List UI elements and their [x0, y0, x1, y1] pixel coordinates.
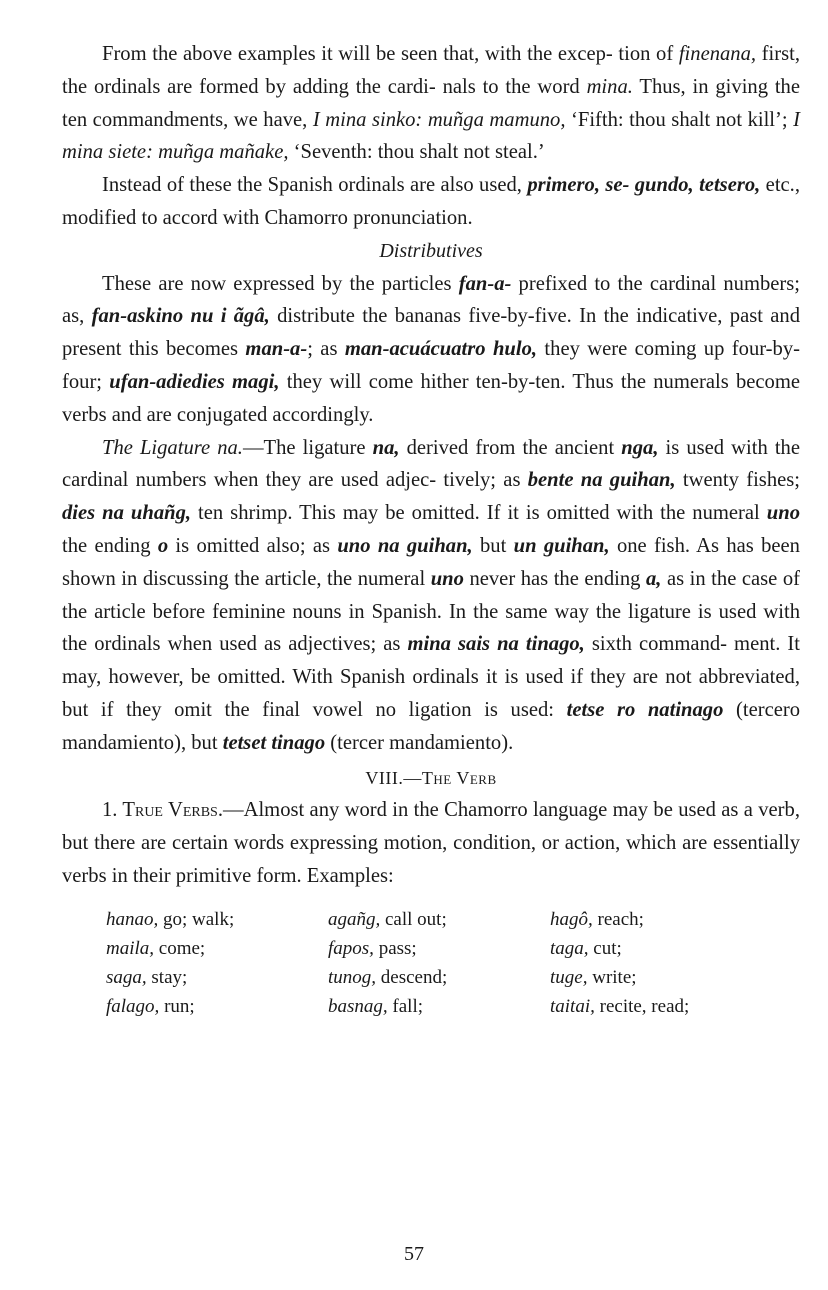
verb-word: hanao, — [106, 908, 159, 930]
text: Thus, in giving the ten commandments, we have, — [62, 75, 800, 131]
example-seventh: I mina siete: muñga mañake, — [62, 108, 800, 164]
example-mina-sais: mina sais na tinago, — [407, 633, 585, 656]
list-item — [550, 992, 772, 1021]
verb-gloss: stay; — [146, 966, 188, 988]
example-man-acuacuatro: man-acuácuatro hulo, — [344, 338, 538, 361]
text: Instead of these the Spanish ordinals are also used, — [102, 174, 528, 197]
list-item — [550, 905, 772, 934]
text: derived from the ancient — [399, 436, 622, 459]
term-mina: mina. — [586, 75, 633, 98]
text: twenty fishes; — [675, 469, 800, 492]
verb-gloss: go; walk; — [158, 908, 235, 930]
text: sixth command- ment. It may, however, be omitted. With Spanish ordinals it is used if they are not abbreviated, but if they omit the final vowel no ligation is used: — [62, 633, 800, 721]
text: etc., modified to accord with Chamorro pronunciation. — [62, 174, 800, 229]
term-fan-a: fan-a- — [458, 272, 512, 295]
verb-gloss: reach; — [592, 908, 644, 930]
paragraph-true-verbs — [62, 794, 800, 892]
paragraph-ordinals — [62, 38, 800, 169]
text: prefixed to the cardinal numbers; as, — [62, 272, 800, 328]
text: as in the case of the article before feminine nouns in Spanish. In the same way the ligature is used with the ordinals when used as adjectives; as — [62, 567, 800, 656]
verb-word: taitai, — [550, 995, 595, 1017]
verb-gloss: call out; — [380, 908, 447, 930]
page-body — [62, 38, 800, 1021]
text: ; as — [307, 338, 345, 361]
verb-word: fapos, — [328, 937, 374, 959]
example-un-guihan: un guihan, — [513, 534, 610, 557]
verb-examples-list — [106, 905, 806, 1021]
subheading-distributives: Distributives — [379, 239, 483, 262]
text: The ligature — [263, 436, 373, 459]
verb-word: tunog, — [328, 966, 377, 988]
example-tetse-ro: tetse ro natinago — [566, 698, 724, 721]
paragraph-distributives — [62, 268, 800, 432]
run-in-title-true-verbs: 1. True Verbs. — [102, 799, 223, 822]
list-item — [328, 963, 550, 992]
term-finenana: finenana, — [678, 43, 757, 65]
text: they will come hither ten-by-ten. Thus the numerals become verbs and are conjugated accordingly. — [62, 370, 800, 426]
verb-gloss: come; — [154, 937, 206, 959]
list-item — [328, 934, 550, 963]
term-a: a, — [645, 567, 662, 590]
example-ufan-adiedies: ufan-adiedies magi, — [109, 370, 280, 393]
example-bente: bente na guihan, — [527, 469, 676, 492]
verb-word: tuge, — [550, 966, 588, 988]
verb-gloss: fall; — [387, 995, 424, 1017]
verb-gloss: run; — [159, 995, 195, 1017]
verb-gloss: descend; — [376, 966, 448, 988]
example-uno-na-guihan: uno na guihan, — [337, 534, 473, 557]
text: they were coming up four-by- four; — [62, 338, 800, 393]
example-tetset-tinago: tetset tinago — [222, 731, 326, 754]
list-item — [106, 905, 328, 934]
text: These are now expressed by the particles — [102, 272, 459, 295]
verb-word: falago, — [106, 995, 160, 1017]
list-item — [328, 992, 550, 1021]
text: Almost any word in the Chamorro language may be used as a verb, but there are certain words expressing motion, condition, or action, which are essentially verbs in their primitive form. Examples: — [62, 799, 800, 887]
text: (tercero mandamiento), but — [62, 698, 800, 754]
text: distribute the bananas five-by-five. In the indicative, past and present this becomes — [62, 305, 800, 361]
term-uno: uno — [766, 502, 800, 525]
list-item — [106, 934, 328, 963]
verb-word: basnag, — [328, 995, 388, 1017]
text: ten shrimp. This may be omitted. If it is omitted with the numeral — [191, 502, 767, 525]
verb-gloss: recite, read; — [594, 995, 690, 1017]
verb-word: agañg, — [328, 908, 381, 930]
text: ‘Seventh: thou shalt not steal.’ — [288, 141, 545, 164]
verb-gloss: cut; — [588, 937, 622, 959]
dash: — — [242, 436, 264, 459]
verb-word: maila, — [106, 937, 155, 959]
list-item — [550, 934, 772, 963]
text: but — [472, 534, 514, 557]
verb-word: hagô, — [550, 908, 593, 930]
text: never has the ending — [463, 567, 646, 590]
example-dies: dies na uhañg, — [62, 502, 192, 525]
list-item — [328, 905, 550, 934]
term-o: o — [157, 534, 169, 557]
example-fan-askino: fan-askino nu i ãgâ, — [91, 305, 270, 328]
example-spanish-ordinals: primero, se- gundo, tetsero, — [527, 174, 761, 197]
verb-word: saga, — [106, 966, 147, 988]
verb-gloss: pass; — [373, 937, 417, 959]
text: (tercer mandamiento). — [325, 731, 514, 754]
text: ‘Fifth: thou shalt not kill’; — [565, 108, 794, 131]
term-na: na, — [372, 436, 400, 459]
text: first, the ordinals are formed by adding the cardi- nals to the word — [62, 43, 800, 98]
text: one fish. As has been shown in discussing the article, the numeral — [62, 534, 800, 590]
verb-word: taga, — [550, 937, 589, 959]
text: From the above examples it will be seen that, with the excep- tion of — [102, 43, 679, 65]
run-in-title-ligature: The Ligature na. — [102, 436, 243, 459]
text: is omitted also; as — [168, 534, 338, 557]
list-item — [106, 992, 328, 1021]
page-number: 57 — [404, 1243, 424, 1265]
dash: — — [222, 799, 244, 822]
text: is used with the cardinal numbers when they are used adjec- tively; as — [62, 436, 800, 492]
paragraph-spanish-ordinals — [62, 169, 800, 235]
term-uno: uno — [430, 567, 464, 590]
text: the ending — [62, 534, 158, 557]
section-heading-verb: VIII.—The Verb — [365, 767, 497, 788]
example-fifth: I mina sinko: muñga mamuno, — [312, 108, 566, 131]
verb-gloss: write; — [587, 966, 637, 988]
term-nga: nga, — [621, 436, 659, 459]
list-item — [106, 963, 328, 992]
term-man-a: man-a- — [245, 338, 308, 361]
list-item — [550, 963, 772, 992]
paragraph-ligature — [62, 432, 800, 760]
